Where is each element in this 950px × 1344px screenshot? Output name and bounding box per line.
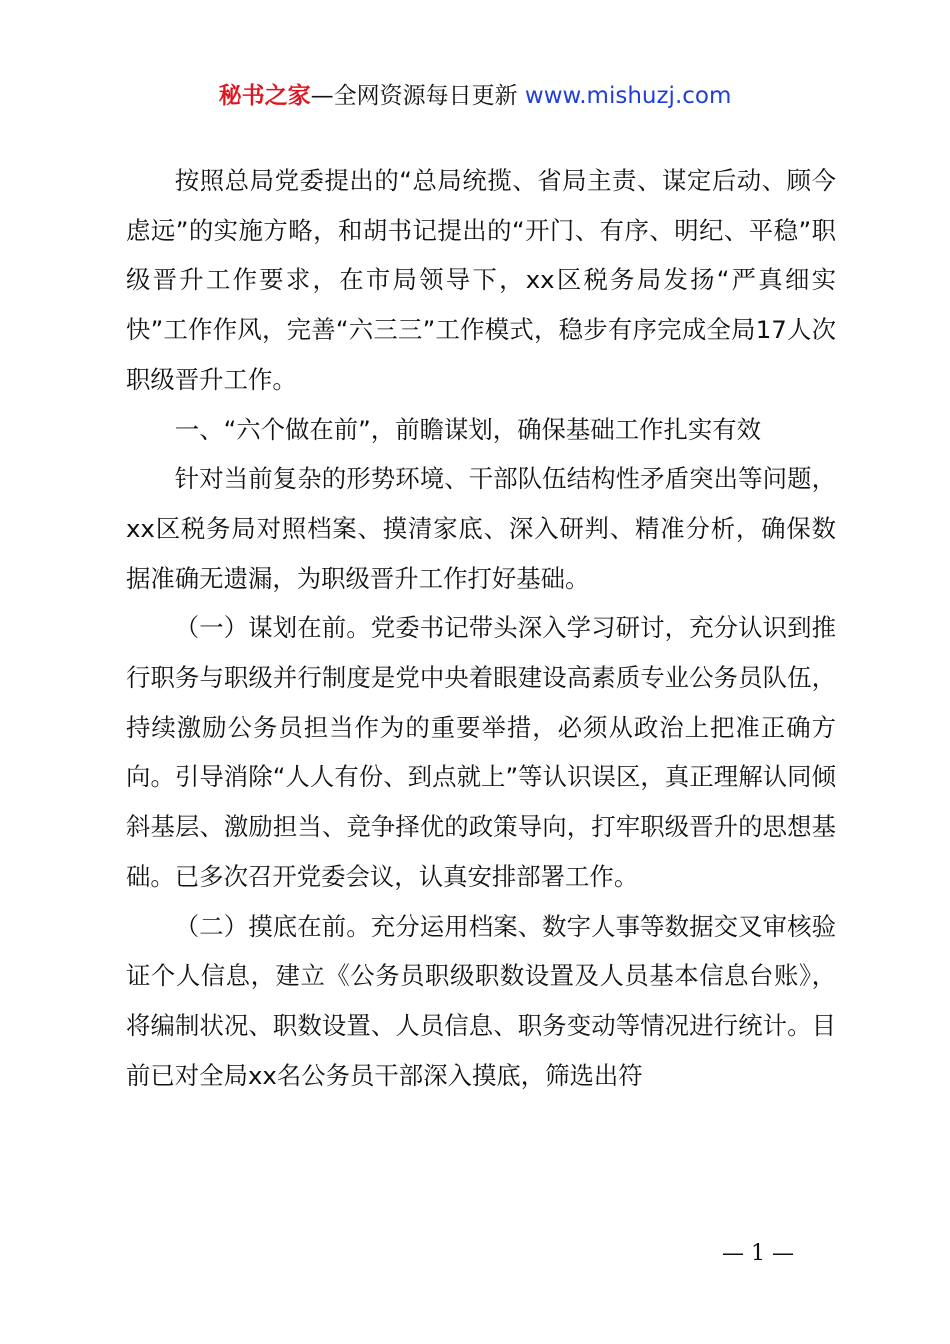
subsection-planning: （一）谋划在前。党委书记带头深入学习研讨，充分认识到推行职务与职级并行制度是党中央着眼建设高素质专业公务员队伍，持续激励公务员担当作为的重要举措，必须从政治上把准正确方向。引导消除“人人有份、到点就上”等认识误区，真正理解认同倾斜基层、激励担当、竞争择优的政策导向，打牢职级晋升的思想基础。已多次召开党委会议，认真安排部署工作。 bbox=[126, 613, 836, 891]
section-one-summary: 针对当前复杂的形势环境、干部队伍结构性矛盾突出等问题，xx区税务局对照档案、摸清家底、深入研判、精准分析，确保数据准确无遗漏，为职级晋升工作打好基础。 bbox=[126, 464, 836, 593]
section-heading-one: 一、“六个做在前”，前瞻谋划，确保基础工作扎实有效 bbox=[174, 414, 762, 444]
intro-paragraph: 按照总局党委提出的“总局统揽、省局主责、谋定后动、顾今虑远”的实施方略，和胡书记提出的“开门、有序、明纪、平稳”职级晋升工作要求，在市局领导下，xx区税务局发扬“严真细实快”工作作风，完善“六三三”工作模式，稳步有序完成全局17人次职级晋升工作。 bbox=[126, 166, 836, 394]
page-number: — 1 — bbox=[722, 1241, 794, 1266]
site-header bbox=[0, 80, 950, 112]
subsection-survey: （二）摸底在前。充分运用档案、数字人事等数据交叉审核验证个人信息，建立《公务员职级职数设置及人员基本信息台账》，将编制状况、职数设置、人员信息、职务变动等情况进行统计。目前已对全局xx名公务员干部深入摸底，筛选出符 bbox=[126, 911, 836, 1090]
site-url[interactable]: www.mishuzj.com bbox=[524, 83, 732, 109]
document-body bbox=[126, 156, 836, 1100]
header-tagline: —全网资源每日更新 bbox=[310, 83, 518, 109]
brand-name: 秘书之家 bbox=[218, 83, 311, 109]
